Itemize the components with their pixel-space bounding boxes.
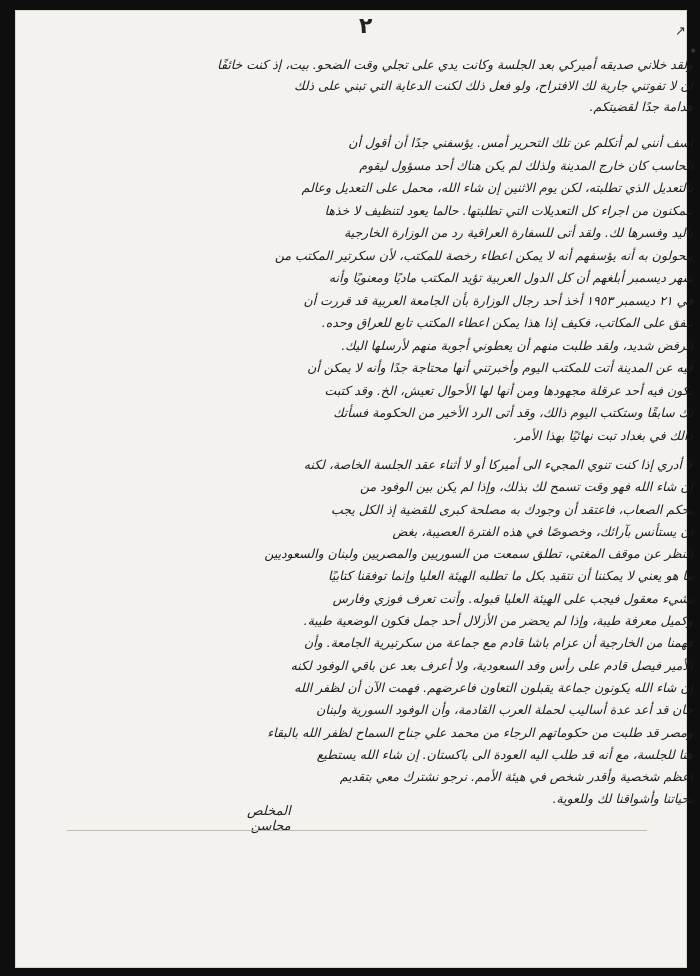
text-line: أن يستأنس بآرائك، وخصوصًا في هذه الفترة العصيبة، بغض xyxy=(392,523,693,539)
paragraph-3 xyxy=(67,454,693,811)
text-line: الأمير فيصل قادم على رأس وفد السعودية، ولا أعرف بعد عن باقي الوفود لكنه xyxy=(290,657,693,673)
text-line: فيه عن المدينة أتت للمكتب اليوم وأخبرتني أنها محتاجة جدًا وأنه لا يمكن أن xyxy=(307,360,693,375)
text-line: لك سابقًا وستكتب اليوم ذالك، وقد أتى الرد الأخير من الحكومة فسأتك xyxy=(333,405,693,420)
signature-closing: المخلص xyxy=(247,804,291,819)
corner-mark-icon: ↗ xyxy=(675,24,686,39)
text-line: هدامة جدًا لقضيتكم. xyxy=(589,99,693,114)
text-line: يحكم الصعاب، فاعتقد أن وجودك به مصلحة كبرى للقضية إذ الكل يجب xyxy=(330,501,693,517)
text-line: هنا للجلسة، مع أنه قد طلب اليه العودة الى باكستان. إن شاء الله يستطيع xyxy=(316,746,693,762)
page-number: ٢ xyxy=(359,14,373,39)
paragraph-2 xyxy=(67,132,693,447)
text-line: النظر عن موقف المغتي، تطلق سمعت من السوريين والمصريين ولبنان والسعوديين xyxy=(264,546,693,562)
text-line: ومصر قد طلبت من حكوماتهم الرجاء من محمد علي جناح السماح لظفر الله بالبقاء xyxy=(267,724,693,740)
text-line: خان قد أعد عدة أساليب لحملة العرب القادمة، وأن الوفود السورية ولبنان xyxy=(316,702,693,718)
text-line: بتمكنون من اجراء كل التعديلات التي تطلبتها. حالما يعود لتنظيف لا خذها xyxy=(324,202,693,218)
bottom-rule xyxy=(67,830,647,831)
text-line: بالتعديل الذي تطلبته، لكن يوم الاثنين إن شاء الله، محمل على التعديل وعالم xyxy=(301,180,693,195)
text-line: تحياتنا وأشواقنا لك وللعوية. xyxy=(552,791,693,807)
text-line: الرفض شديد، ولقد طلبت منهم أن يعطوني أجوبة منهم لأرسلها اليك. xyxy=(341,337,693,353)
text-line: لا أدري إذا كنت تنوي المجيء الى أميركا أو لا أثناء عقد الجلسة الخاصة، لكنه xyxy=(303,457,693,472)
text-line: تكون فيه أحد عرقلة مجهودها ومن أنها لها الأحوال تعيش، الخ. وقد كتبت xyxy=(324,382,693,398)
text-line: إن شاء الله يكونون جماعة يقبلون التعاون فاعرضهم. فهمت الآن أن لظفر الله xyxy=(294,679,693,695)
text-line: أن لا تفوتني جارية لك الافتراح، ولو فعل ذلك لكنت الدعاية التي تبني على ذلك xyxy=(294,78,693,93)
text-line: إن شاء الله فهو وقت تسمح لك بذلك، وإذا لم يكن بين الوفود من xyxy=(359,479,693,495)
text-line: أعظم شخصية وأقدر شخص في هيئة الأمم. نرجو نشترك معي بتقديم xyxy=(339,769,693,785)
text-line: ولقد خلاني صديقه أميركي بعد الجلسة وكانت يدي على تجلي وقت الضحو. بيت، إذ كنت خائفًا xyxy=(217,57,693,72)
text-line: ذالك في بغداد تبت نهائيًا بهذا الأمر. xyxy=(513,427,693,443)
letter-page xyxy=(15,10,698,968)
text-line: تنفق على المكاتب، فكيف إذا هذا يمكن اعطاء المكتب تابع للعراق وحده. xyxy=(321,315,693,330)
margin-bullet-icon: • xyxy=(689,44,698,60)
text-line: ما هو يعني لا يمكننا أن نتقيد بكل ما تطلبه الهيئة العليا وإنما توفقنا كتابيًا xyxy=(328,568,693,584)
text-line: الحاسب كان خارج المدينة ولذلك لم يكن هناك أحد مسؤول ليقوم xyxy=(359,157,693,173)
text-line: وكميل معرفة طيبة، وإذا لم يحضر من الأزلال أحد جمل فكون الوضعية طيبة. xyxy=(303,613,693,629)
text-line: آسف أنني لم أتكلم عن تلك التحرير أمس. يؤسفني جدًا أن أقول أن xyxy=(348,135,693,150)
signature-name: محاسن xyxy=(250,819,291,834)
text-line: في ٢١ ديسمبر ١٩٥٣ أخذ أحد رجال الوزارة بأن الجامعة العربية قد قررت أن xyxy=(303,292,693,308)
text-line: بشيء معقول فيجب على الهيئة العليا قبوله. وأنت تعرف فوزي وفارس xyxy=(332,590,693,606)
paragraph-1 xyxy=(67,54,693,117)
text-line: يتحولون به أنه يؤسفهم أنه لا يمكن اعطاء رخصة للمكتب، لأن سكرتير المكتب من xyxy=(274,247,693,263)
text-line: باليد وفسرها لك. ولقد أتى للسفارة العراقية رد من الوزارة الخارجية xyxy=(343,225,693,240)
text-line: فهمنا من الخارجية أن عزام باشا قادم مع جماعة من سكرتيرية الجامعة. وأن xyxy=(303,635,693,651)
text-line: شهر ديسمبر أبلغهم أن كل الدول العربية تؤيد المكتب ماديًا ومعنويًا وأنه xyxy=(328,270,693,285)
